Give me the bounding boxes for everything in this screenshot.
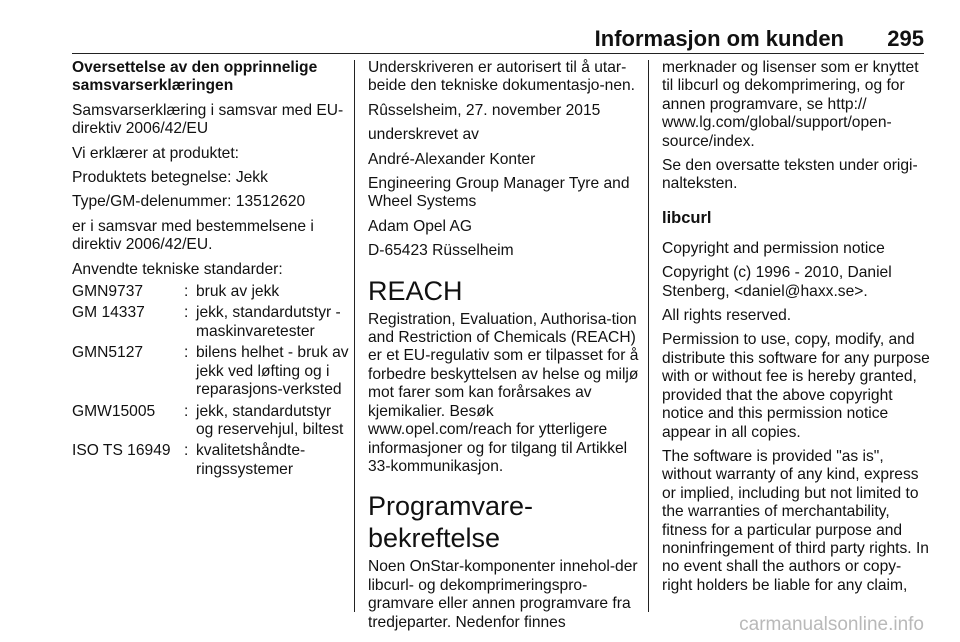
paragraph: underskrevet av (368, 126, 479, 144)
standard-description: jekk, standardutstyr og reservehjul, biltest (196, 402, 344, 438)
paragraph: The software is provided "as is", without warranty of any kind, express or implied, including but not limited to the warranties of merchantability, fitness for a particular purpose and noninfringement of third party rights. In no event shall the authors or copy-right holders be liable for any claim, (662, 447, 929, 594)
paragraph: Copyright (c) 1996 - 2010, Daniel Stenberg, <daniel@haxx.se>. (662, 264, 892, 300)
standard-code: GMN9737 (72, 283, 144, 301)
standard-description: jekk, standardutstyr - maskinvaretester (196, 304, 341, 340)
reach-paragraph: Registration, Evaluation, Authorisa-tion and Restriction of Chemicals (REACH) er et EU-regulativ som er tilpasset for å forbedre beskyttelsen av helse og miljø mot farer som kan forårsakes av kjemikalier. Besøk www.opel.com/reach for ytterligere informasjoner og for tilgang til Artikkel 33-kommunikasjon. (368, 310, 639, 475)
standard-separator: : (184, 344, 189, 362)
table-row (72, 304, 350, 344)
standard-code: ISO TS 16949 (72, 442, 171, 460)
paragraph: D-65423 Rüsselheim (368, 242, 514, 260)
paragraph: Anvendte tekniske standarder: (72, 260, 283, 278)
table-row (72, 344, 350, 402)
software-heading: Programvare-bekreftelse (368, 491, 534, 554)
column-3 (662, 59, 930, 601)
standard-separator: : (184, 442, 189, 460)
standard-code: GMN5127 (72, 344, 144, 362)
standard-separator: : (184, 402, 189, 420)
paragraph: Produktets betegnelse: Jekk (72, 169, 268, 187)
paragraph: Samsvarserklæring i samsvar med EU-direktiv 2006/42/EU (72, 101, 344, 138)
reach-heading: REACH (368, 275, 463, 306)
paragraph: Adam Opel AG (368, 217, 473, 235)
column-divider-1 (354, 60, 355, 612)
column-2 (368, 59, 640, 638)
table-row (72, 283, 350, 304)
paragraph: Vi erklærer at produktet: (72, 144, 239, 162)
paragraph: All rights reserved. (662, 307, 792, 325)
software-paragraph: Noen OnStar-komponenter innehol-der libcurl- og dekomprimeringspro-gramvare eller annen programvare fra tredjeparter. Nedenfor finnes (368, 558, 638, 631)
table-row (72, 403, 350, 443)
standard-separator: : (184, 283, 189, 301)
declaration-heading: Oversettelse av den opprinnelige samsvarserklæringen (72, 59, 318, 95)
watermark: carmanualsonline.info (739, 614, 924, 635)
table-row (72, 442, 350, 482)
standard-separator: : (184, 304, 189, 322)
paragraph: Type/GM-delenummer: 13512620 (72, 193, 306, 211)
column-1 (72, 59, 350, 482)
standard-code: GMW15005 (72, 402, 156, 420)
paragraph: Engineering Group Manager Tyre and Wheel Systems (368, 175, 630, 211)
paragraph: André-Alexander Konter (368, 150, 536, 168)
paragraph: Se den oversatte teksten under origi-nalteksten. (662, 157, 918, 193)
header-rule (72, 53, 924, 54)
paragraph: Permission to use, copy, modify, and distribute this software for any purpose with or without fee is hereby granted, provided that the above copyright notice and this permission notice appear in all copies. (662, 331, 930, 441)
paragraph: er i samsvar med bestemmelsene i direktiv 2006/42/EU. (72, 217, 314, 254)
paragraph: Copyright and permission notice (662, 239, 885, 257)
paragraph: Underskriveren er autorisert til å utar-beide den tekniske dokumentasjo-nen. (368, 59, 636, 95)
paragraph: merknader og lisenser som er knyttet til libcurl og dekomprimering, og for annen programvare, se http:// www.lg.com/global/support/open-source/index. (662, 59, 919, 150)
page-header (0, 0, 960, 58)
standard-code: GM 14337 (72, 304, 145, 322)
standards-table (72, 283, 350, 482)
paragraph: Rûsselsheim, 27. november 2015 (368, 101, 601, 119)
page-title: Informasjon om kunden (594, 26, 844, 51)
standard-description: bilens helhet - bruk av jekk ved løfting og i reparasjons-verksted (196, 344, 349, 399)
page-number: 295 (887, 26, 924, 51)
column-divider-2 (648, 60, 649, 612)
standard-description: kvalitetshåndte-ringssystemer (196, 442, 306, 478)
libcurl-heading: libcurl (662, 208, 712, 227)
standard-description: bruk av jekk (196, 283, 280, 301)
